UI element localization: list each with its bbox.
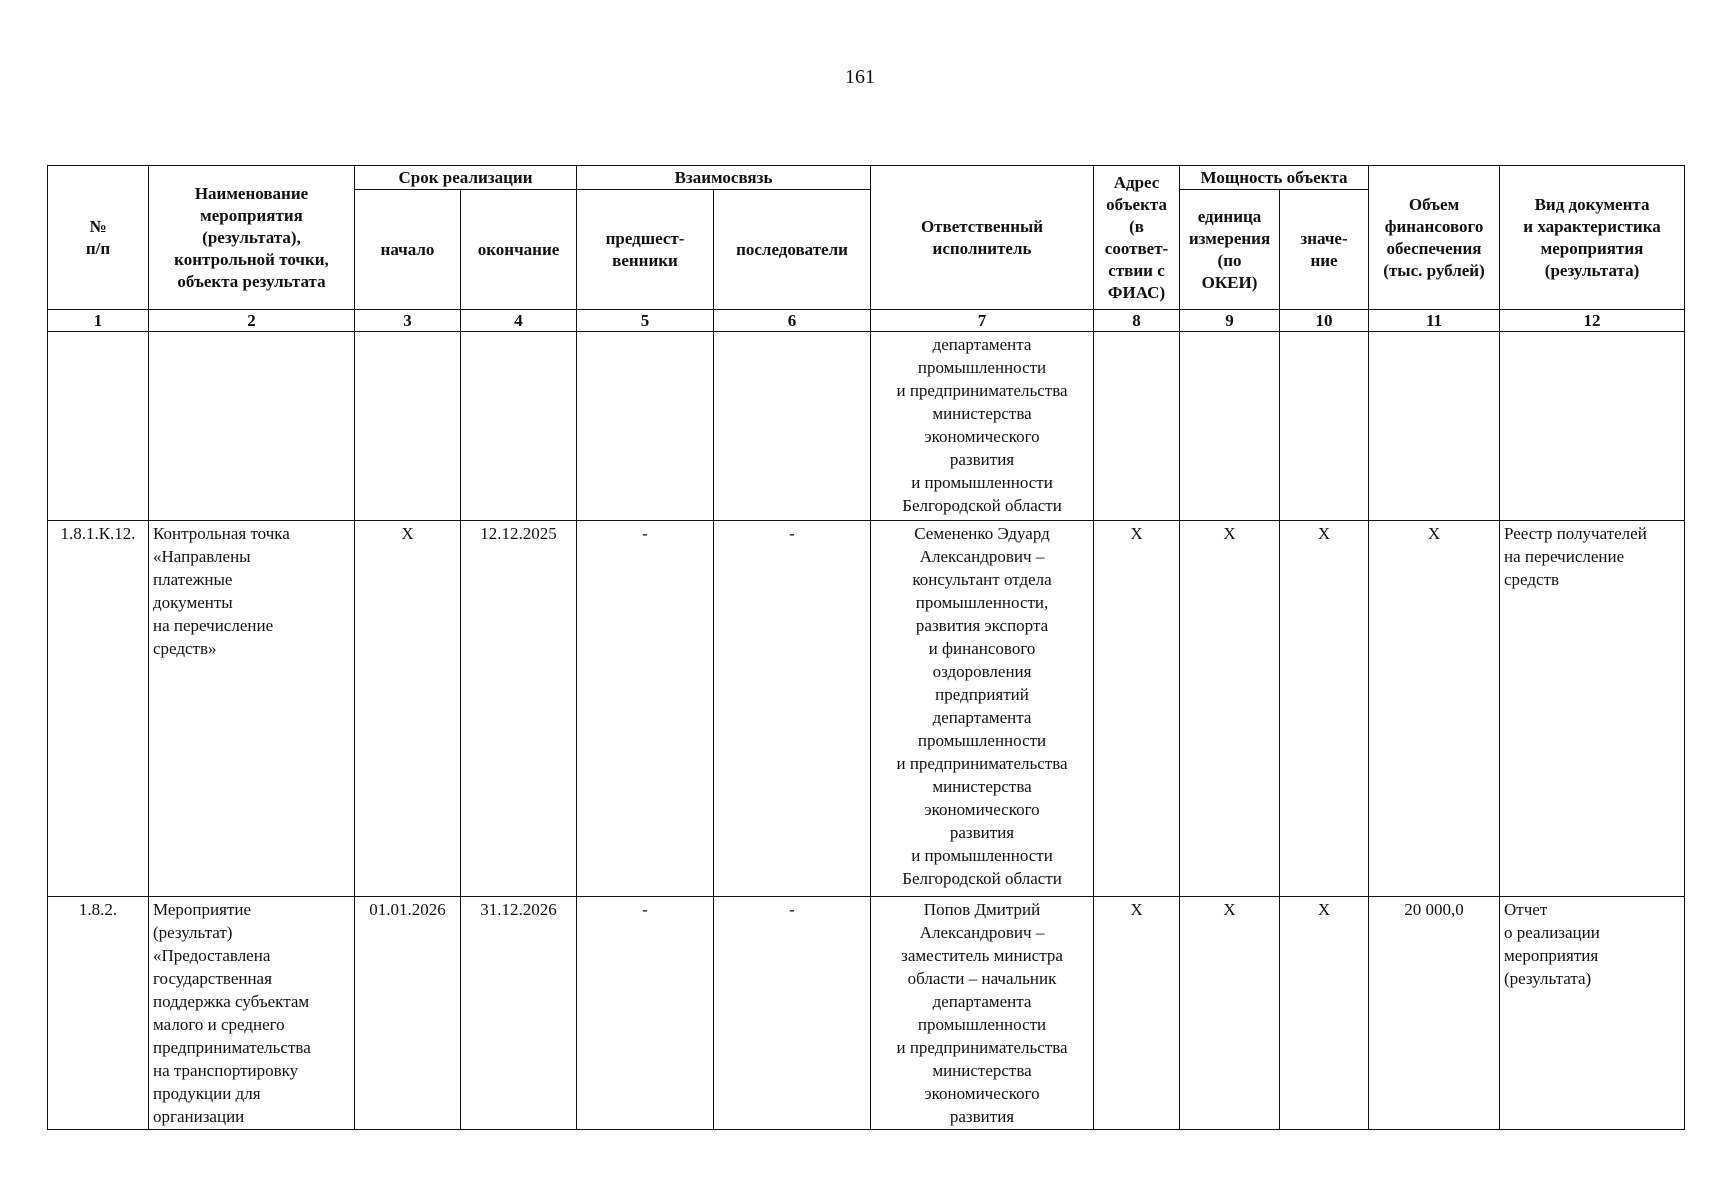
header-doc: Вид документа и характеристика мероприятия (результата) <box>1500 166 1685 310</box>
header-start: начало <box>355 190 461 310</box>
row-value: Х <box>1280 897 1369 1130</box>
column-number: 3 <box>355 310 461 332</box>
column-number: 8 <box>1094 310 1180 332</box>
row-value <box>1280 332 1369 521</box>
header-address: Адрес объекта (в соответ- ствии с ФИАС) <box>1094 166 1180 310</box>
row-predecessors: - <box>577 897 714 1130</box>
row-predecessors <box>577 332 714 521</box>
row-address <box>1094 332 1180 521</box>
row-successors: - <box>714 521 871 897</box>
table-row <box>48 521 1685 897</box>
table-row <box>48 332 1685 521</box>
row-executor: департамента промышленности и предпринимательства министерства экономического развития и промышленности Белгородской области <box>871 332 1094 521</box>
row-end: 31.12.2026 <box>461 897 577 1130</box>
column-number: 4 <box>461 310 577 332</box>
header-name: Наименование мероприятия (результата), контрольной точки, объекта результата <box>149 166 355 310</box>
row-name <box>149 332 355 521</box>
column-number: 6 <box>714 310 871 332</box>
header-executor: Ответственный исполнитель <box>871 166 1094 310</box>
row-predecessors: - <box>577 521 714 897</box>
header-predecessors: предшест- венники <box>577 190 714 310</box>
row-successors <box>714 332 871 521</box>
row-start: Х <box>355 521 461 897</box>
row-successors: - <box>714 897 871 1130</box>
row-funding: Х <box>1369 521 1500 897</box>
header-term: Срок реализации <box>355 166 577 190</box>
row-address: Х <box>1094 897 1180 1130</box>
column-number: 2 <box>149 310 355 332</box>
table-row <box>48 897 1685 1130</box>
row-executor: Семененко Эдуард Александрович – консультант отдела промышленности, развития экспорта и финансового оздоровления предприятий департамента промышленности и предпринимательства министерства экономического развития и промышленности Белгородской области <box>871 521 1094 897</box>
plan-table <box>47 165 1685 1130</box>
row-value: Х <box>1280 521 1369 897</box>
column-number: 7 <box>871 310 1094 332</box>
column-number: 9 <box>1180 310 1280 332</box>
row-num: 1.8.1.К.12. <box>48 521 149 897</box>
header-capacity: Мощность объекта <box>1180 166 1369 190</box>
header-funding: Объем финансового обеспечения (тыс. рублей) <box>1369 166 1500 310</box>
row-name: Контрольная точка «Направлены платежные документы на перечисление средств» <box>149 521 355 897</box>
row-end <box>461 332 577 521</box>
header-num: № п/п <box>48 166 149 310</box>
row-num: 1.8.2. <box>48 897 149 1130</box>
row-num <box>48 332 149 521</box>
row-funding: 20 000,0 <box>1369 897 1500 1130</box>
header-successors: последователи <box>714 190 871 310</box>
header-value: значе- ние <box>1280 190 1369 310</box>
header-relation: Взаимосвязь <box>577 166 871 190</box>
row-unit: Х <box>1180 521 1280 897</box>
row-start: 01.01.2026 <box>355 897 461 1130</box>
row-doc: Реестр получателей на перечисление средств <box>1500 521 1685 897</box>
column-number: 5 <box>577 310 714 332</box>
row-doc <box>1500 332 1685 521</box>
page-number: 161 <box>845 66 875 88</box>
row-start <box>355 332 461 521</box>
row-doc: Отчет о реализации мероприятия (результата) <box>1500 897 1685 1130</box>
header-end: окончание <box>461 190 577 310</box>
row-end: 12.12.2025 <box>461 521 577 897</box>
column-number: 11 <box>1369 310 1500 332</box>
row-unit: Х <box>1180 897 1280 1130</box>
row-executor: Попов Дмитрий Александрович – заместитель министра области – начальник департамента промышленности и предпринимательства министерства экономического развития <box>871 897 1094 1130</box>
row-funding <box>1369 332 1500 521</box>
row-unit <box>1180 332 1280 521</box>
column-number: 1 <box>48 310 149 332</box>
column-number: 12 <box>1500 310 1685 332</box>
row-name: Мероприятие (результат) «Предоставлена государственная поддержка субъектам малого и среднего предпринимательства на транспортировку продукции для организации <box>149 897 355 1130</box>
header-unit: единица измерения (по ОКЕИ) <box>1180 190 1280 310</box>
column-number: 10 <box>1280 310 1369 332</box>
row-address: Х <box>1094 521 1180 897</box>
